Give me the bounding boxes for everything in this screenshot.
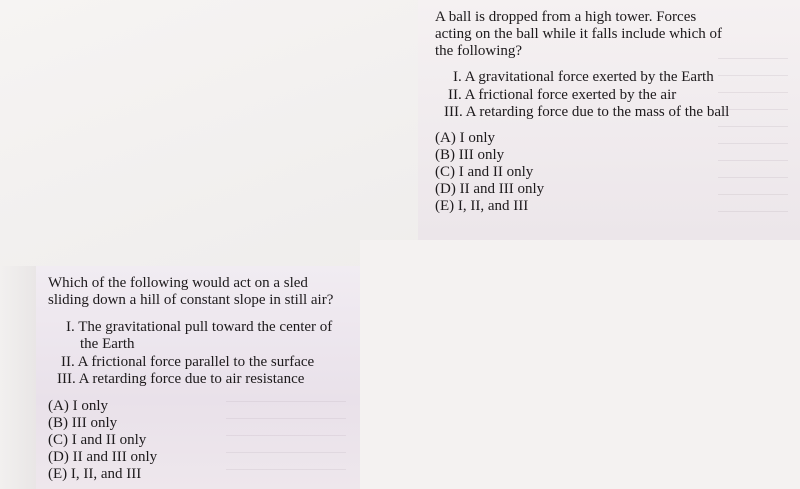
statement-item-continued: the Earth: [80, 336, 135, 352]
choice-c: (C) I and II only: [435, 164, 534, 180]
choice-b: (B) III only: [435, 147, 505, 163]
stem-line: A ball is dropped from a high tower. Forces: [435, 9, 697, 25]
choice-d: (D) II and III only: [435, 181, 545, 197]
statement-item: I. The gravitational pull toward the center of: [66, 319, 333, 335]
choice-b: (B) III only: [48, 415, 118, 431]
bleed-through-texture: [226, 401, 346, 486]
bleed-through-texture: [718, 58, 788, 228]
stem-line: Which of the following would act on a sled: [48, 275, 308, 291]
statement-item: I. A gravitational force exerted by the Earth: [453, 69, 714, 85]
choice-c: (C) I and II only: [48, 432, 147, 448]
statement-item: III. A retarding force due to the mass of the ball: [444, 104, 730, 120]
background-page-lower: [360, 240, 800, 489]
choice-e: (E) I, II, and III: [435, 198, 529, 214]
choice-a: (A) I only: [435, 130, 495, 146]
page-edge: [0, 266, 36, 489]
stem-line: acting on the ball while it falls include which of: [435, 26, 723, 42]
statement-item: II. A frictional force exerted by the air: [448, 87, 677, 103]
background-page: [0, 0, 418, 266]
stem-line: the following?: [435, 43, 523, 59]
stem-line: sliding down a hill of constant slope in still air?: [48, 292, 334, 308]
statement-item: III. A retarding force due to air resistance: [57, 371, 305, 387]
choice-a: (A) I only: [48, 398, 108, 414]
choice-d: (D) II and III only: [48, 449, 158, 465]
statement-item: II. A frictional force parallel to the surface: [61, 354, 315, 370]
choice-e: (E) I, II, and III: [48, 466, 142, 482]
